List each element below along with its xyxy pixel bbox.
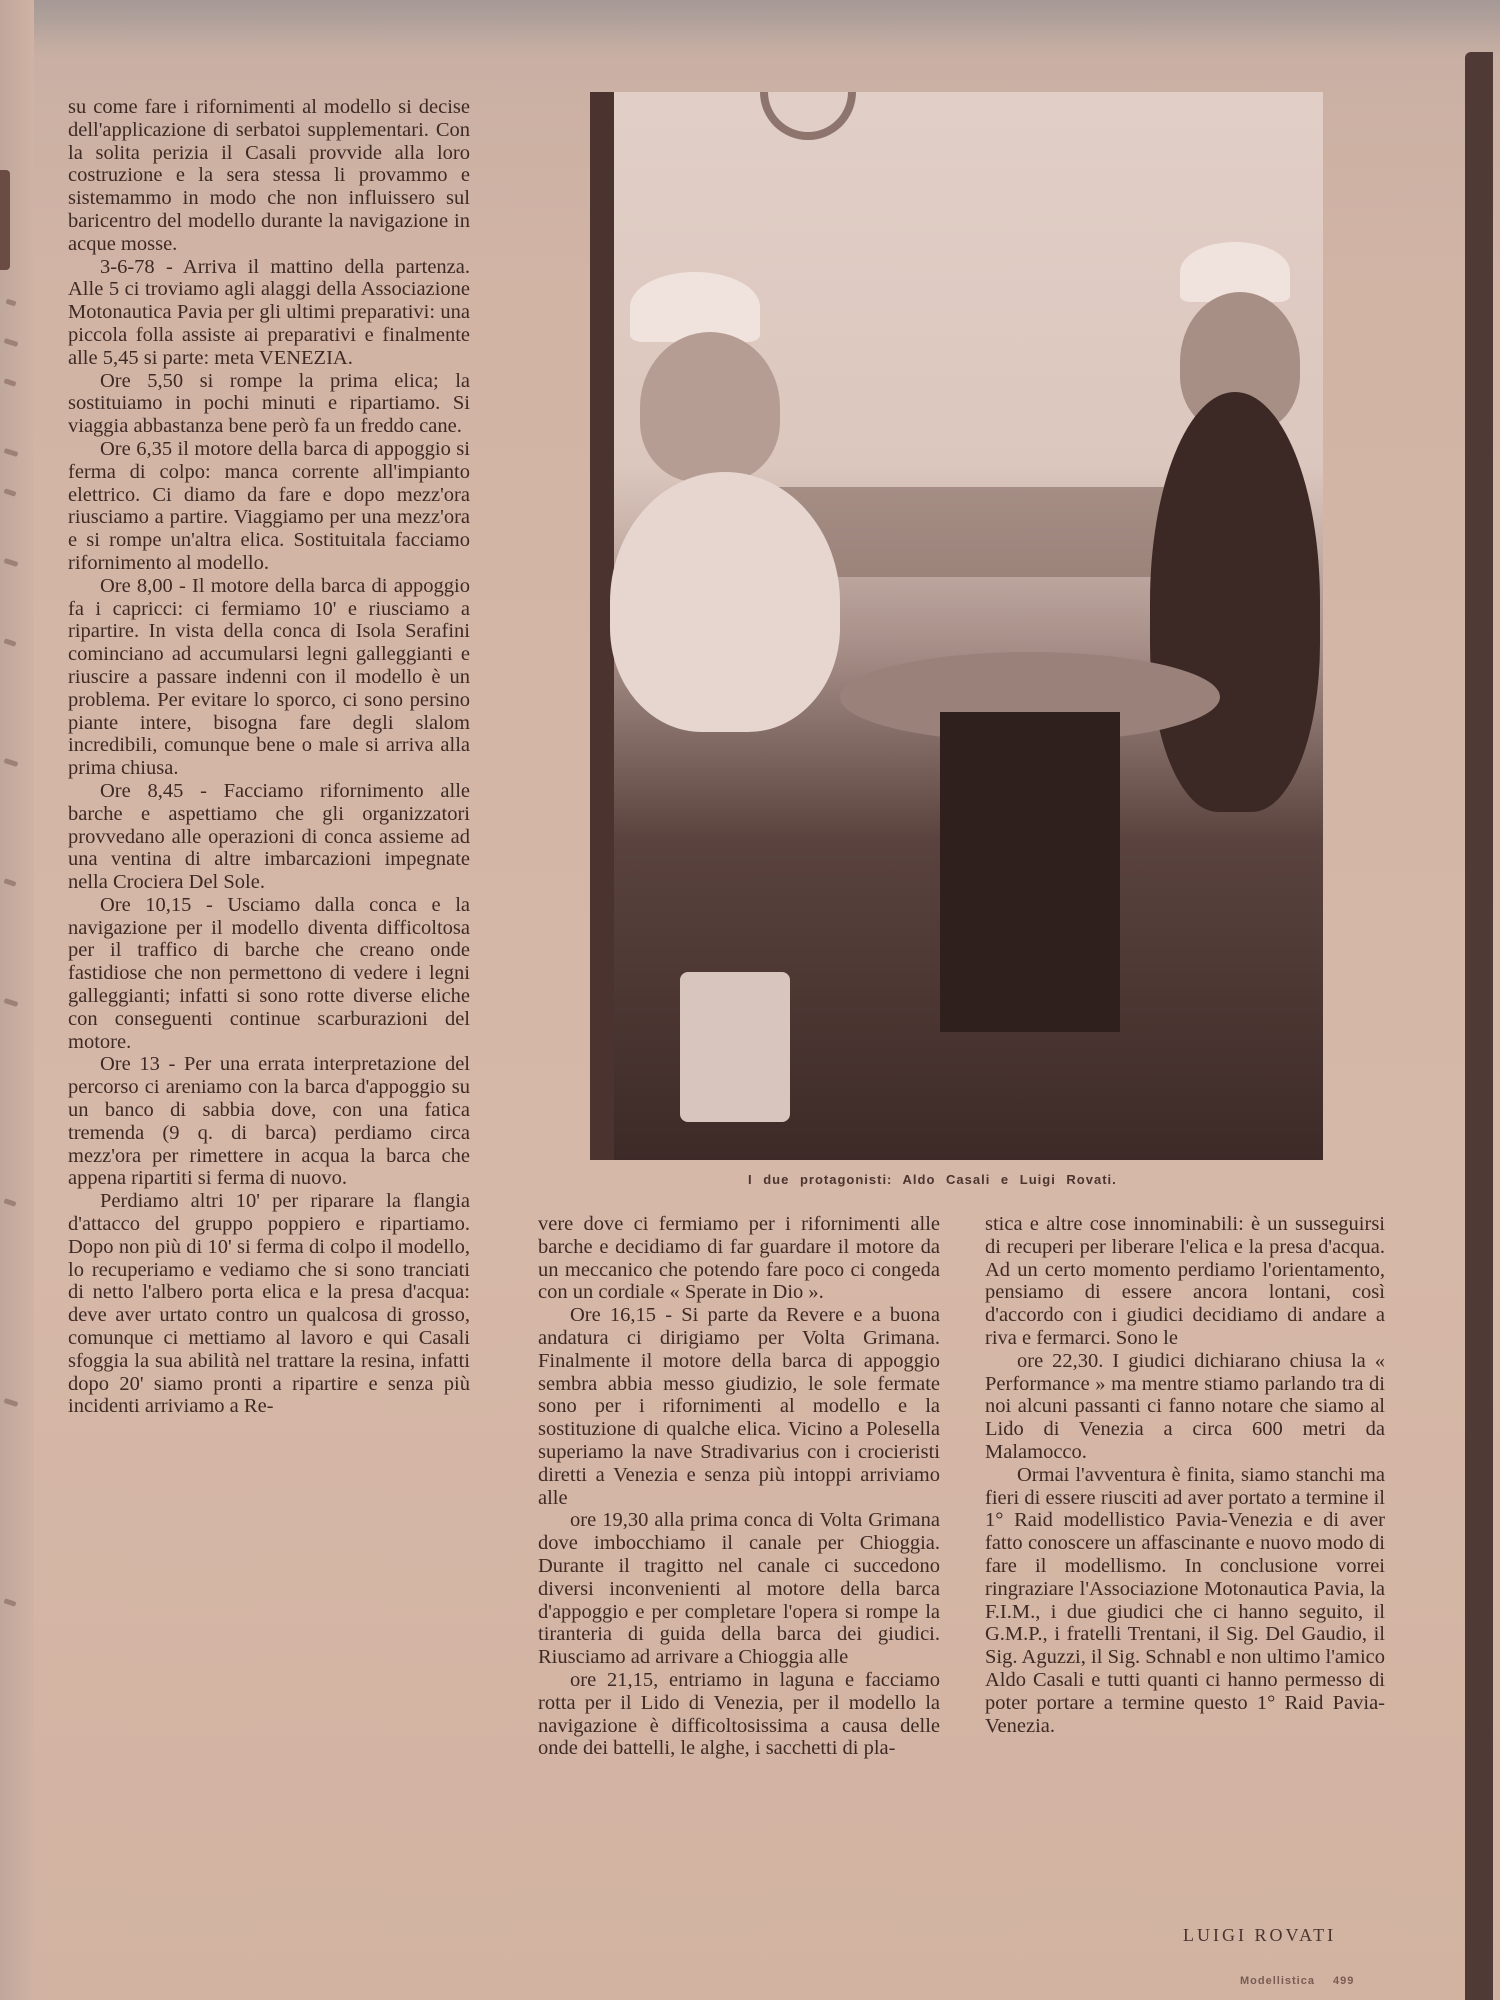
gutter-text-fragment <box>4 638 17 646</box>
paragraph: su come fare i rifornimenti al modello si decise dell'applicazione di serbatoi supplementari. Con la solita perizia il Casali provvide alla loro costruzione e la sera stessa li provammo e sistemammo in modo che non influissero sul baricentro del modello durante la navigazione in acque mosse. <box>68 96 470 255</box>
paragraph: Ore 10,15 - Usciamo dalla conca e la navigazione per il modello diventa difficoltosa per il traffico di barche che creano onde fastidiose che non permettono di vedere i legni galleggianti; infatti si sono rotte diverse eliche con conseguenti continue scarburazioni del motore. <box>68 893 470 1053</box>
gutter-text-fragment <box>4 1398 19 1407</box>
paragraph: Perdiamo altri 10' per riparare la flangia d'attacco del gruppo poppiero e ripartiamo. Dopo non più di 10' si ferma di colpo il modello, lo recuperiamo e vediamo che si sono tranciati di netto l'albero porta elica e la presa d'acqua: deve aver urtato contro un qualcosa di grosso, comunque ci mettiamo al lavoro e qui Casali sfoggia la sua abilità nel trattare la resina, infatti dopo 20' siamo pronti a ripartire e senza più incidenti arriviamo a Re- <box>68 1190 470 1418</box>
paragraph: vere dove ci fermiamo per i rifornimenti alle barche e decidiamo di far guardare il motore da un meccanico che potendo fare poco ci congeda con un cordiale « Sperate in Dio ». <box>538 1213 940 1304</box>
page-footer <box>1240 1975 1354 1987</box>
paragraph: ore 21,15, entriamo in laguna e facciamo rotta per il Lido di Venezia, per il modello la navigazione è difficoltosissima a causa delle onde dei battelli, le alghe, i sacchetti di pla- <box>538 1668 940 1760</box>
page-number: 499 <box>1332 1975 1355 1987</box>
article-column-middle <box>538 1213 940 1760</box>
gutter-text-fragment <box>4 758 19 767</box>
article-column-right <box>985 1213 1385 1737</box>
gutter-text-fragment <box>4 1598 17 1606</box>
photo-caption: I due protagonisti: Aldo Casali e Luigi Rovati. <box>748 1172 1117 1187</box>
paragraph: Ore 13 - Per una errata interpretazione del percorso ci areniamo con la barca d'appoggio su un banco di sabbia dove, con una fatica tremenda (9 q. di barca) perdiamo circa mezz'ora per rimettere in acqua la barca che appena ripartiti si ferma di nuovo. <box>68 1053 470 1190</box>
author-signature: LUIGI ROVATI <box>1183 1925 1337 1945</box>
magazine-name: Modellistica <box>1240 1975 1315 1987</box>
paragraph: 3-6-78 - Arriva il mattino della partenza. Alle 5 ci troviamo agli alaggi della Associazione Motonautica Pavia per gli ultimi preparativi: una piccola folla assiste ai preparativi e finalmente alle 5,45 si parte: meta VENEZIA. <box>68 255 470 369</box>
gutter-text-fragment <box>4 488 17 496</box>
paragraph: Ore 6,35 il motore della barca di appoggio si ferma di colpo: manca corrente all'impianto elettrico. Ci diamo da fare e dopo mezz'ora riusciamo a partire. Viaggiamo per una mezz'ora e si rompe un'altra elica. Sostituitala facciamo rifornimento al modello. <box>68 437 470 574</box>
photo-fuel-canister <box>680 972 790 1122</box>
gutter-text-fragment <box>4 878 17 886</box>
gutter-text-fragment <box>4 558 19 567</box>
photo-life-ring <box>760 92 856 140</box>
paragraph: Ore 8,45 - Facciamo rifornimento alle barche e aspettiamo che gli organizzatori provvedano alle operazioni di conca assieme ad una ventina di altre imbarcazioni impegnate nella Crociera Del Sole. <box>68 779 470 894</box>
paragraph: Ormai l'avventura è finita, siamo stanchi ma fieri di essere riusciti ad aver portato a termine il 1° Raid modellistico Pavia-Venezia e di aver fatto conoscere un affascinante e nuovo modo di fare il modellismo. In conclusione vorrei ringraziare l'Associazione Motonautica Pavia, la F.I.M., i due giudici che ci hanno seguito, il G.M.P., i fratelli Trentani, il Sig. Del Gaudio, il Sig. Aguzzi, il Sig. Schnabl e non ultimo l'amico Aldo Casali e tutti quanti ci hanno permesso di poter portare a termine questo 1° Raid Pavia-Venezia. <box>985 1463 1385 1737</box>
gutter-bracket-mark <box>0 170 10 270</box>
gutter-text-fragment <box>4 338 19 347</box>
paragraph: Ore 8,00 - Il motore della barca di appoggio fa i capricci: ci fermiamo 10' e riusciamo a ripartire. In vista della conca di Isola Serafini cominciano ad accumularsi legni galleggianti e riuscire a passare indenni con il modello è un problema. Per evitare lo sporco, ci sono persino piante intere, bisogna fare degli slalom incredibili, comunque bene o male si arriva alla prima chiusa. <box>68 574 470 780</box>
gutter-text-fragment <box>4 378 17 386</box>
photo-helmet-left <box>630 272 760 342</box>
photo-table-base <box>940 712 1120 1032</box>
page-top-shadow <box>0 0 1500 60</box>
photo-person-aldo-casali <box>640 332 780 482</box>
paragraph: ore 19,30 alla prima conca di Volta Grimana dove imbocchiamo il canale per Chioggia. Durante il tragitto nel canale ci succedono diversi inconvenienti al motore della barca d'appoggio e per completare l'opera si rompe la tiranteria di guida della barca dei giudici. Riusciamo ad arrivare a Chioggia alle <box>538 1509 940 1669</box>
gutter-text-fragment <box>4 448 19 457</box>
paragraph: Ore 5,50 si rompe la prima elica; la sostituiamo in pochi minuti e ripartiamo. Si viaggia abbastanza bene però fa un freddo cane. <box>68 369 470 438</box>
paragraph: stica e altre cose innominabili: è un susseguirsi di recuperi per liberare l'elica e la presa d'acqua. Ad un certo momento perdiamo l'orientamento, pensiamo di essere ancora lontani, così d'accordo con i giudici decidiamo di andare a riva e fermarci. Sono le <box>985 1213 1385 1349</box>
book-spine-edge <box>1465 52 1493 2000</box>
gutter-text-fragment <box>4 1198 17 1206</box>
photo-person-left-shirt <box>610 472 840 732</box>
paragraph: ore 22,30. I giudici dichiarano chiusa la « Performance » ma mentre stiamo parlando tra di noi alcuni passanti ci fanno notare che siamo al Lido di Venezia a circa 600 metri da Malamocco. <box>985 1349 1385 1463</box>
photo-person-right-jacket <box>1150 392 1320 812</box>
paragraph: Ore 16,15 - Si parte da Revere e a buona andatura ci dirigiamo per Volta Grimana. Finalmente il motore della barca di appoggio sembra abbia messo giudizio, le sole fermate sono per i rifornimenti al modello e la sostituzione di qualche elica. Vicino a Polesella superiamo la nave Stradivarius con i crocieristi diretti a Venezia e senza più intoppi arriviamo alle <box>538 1304 940 1509</box>
article-photo <box>590 92 1323 1160</box>
previous-page-edge <box>0 0 34 2000</box>
gutter-text-fragment <box>4 998 19 1007</box>
gutter-text-fragment <box>5 299 16 307</box>
article-column-left <box>68 96 470 1418</box>
